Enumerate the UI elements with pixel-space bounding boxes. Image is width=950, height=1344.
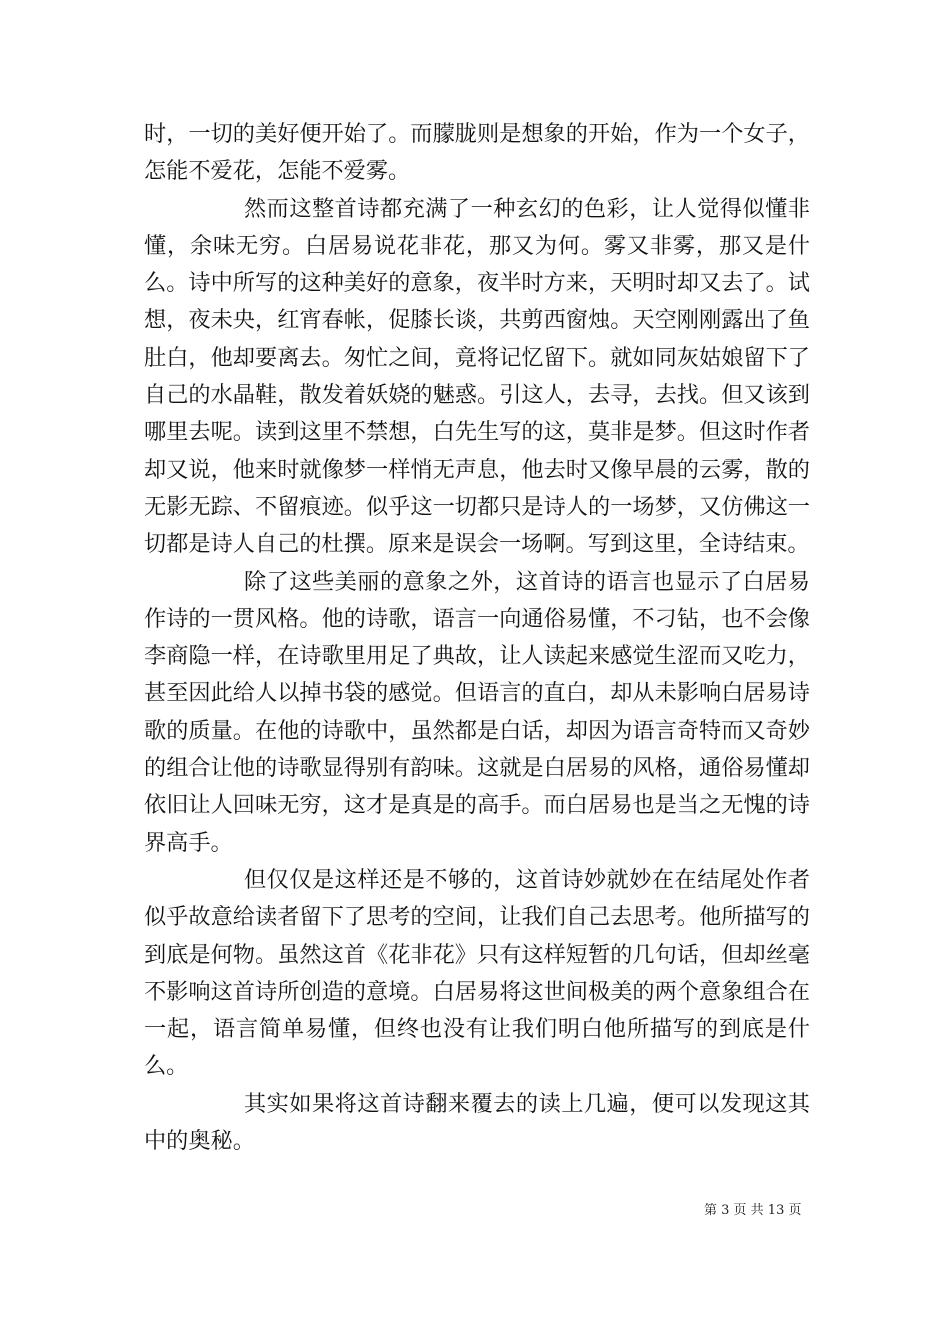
paragraph-4: 但仅仅是这样还是不够的，这首诗妙就妙在在结尾处作者似乎故意给读者留下了思考的空间，让我们自己去思考。他所描写的到底是何物。虽然这首《花非花》只有这样短暂的几句话，但却丝毫不影响这首诗所创造的意境。白居易将这世间极美的两个意象组合在一起，语言简单易懂，但终也没有让我们明白他所描写的到底是什么。 [144, 866, 810, 1080]
paragraph-3: 除了这些美丽的意象之外，这首诗的语言也显示了白居易作诗的一贯风格。他的诗歌，语言一向通俗易懂，不刁钻，也不会像李商隐一样，在诗歌里用足了典故，让人读起来感觉生涩而又吃力，甚至因此给人以掉书袋的感觉。但语言的直白，却从未影响白居易诗歌的质量。在他的诗歌中，虽然都是白话，却因为语言奇特而又奇妙的组合让他的诗歌显得别有韵味。这就是白居易的风格，通俗易懂却依旧让人回味无穷，这才是真是的高手。而白居易也是当之无愧的诗界高手。 [144, 568, 810, 856]
paragraph-2: 然而这整首诗都充满了一种玄幻的色彩，让人觉得似懂非懂，余味无穷。白居易说花非花，那又为何。雾又非雾，那又是什么。诗中所写的这种美好的意象，夜半时方来，天明时却又去了。试想，夜未央，红宵春帐，促膝长谈，共剪西窗烛。天空刚刚露出了鱼肚白，他却要离去。匆忙之间，竟将记忆留下。就如同灰姑娘留下了自己的水晶鞋，散发着妖娆的魅惑。引这人，去寻，去找。但又该到哪里去呢。读到这里不禁想，白先生写的这，莫非是梦。但这时作者却又说，他来时就像梦一样悄无声息，他去时又像早晨的云雾，散的无影无踪、不留痕迹。似乎这一切都只是诗人的一场梦，又仿佛这一切都是诗人自己的杜撰。原来是误会一场啊。写到这里，全诗结束。 [144, 195, 810, 558]
body-text [144, 116, 810, 1160]
page-number-footer: 第 3 页 共 13 页 [704, 1203, 802, 1218]
paragraph-5: 其实如果将这首诗翻来覆去的读上几遍，便可以发现这其中的奥秘。 [144, 1090, 810, 1155]
paragraph-1: 时，一切的美好便开始了。而朦胧则是想象的开始，作为一个女子，怎能不爱花，怎能不爱雾。 [144, 121, 810, 185]
